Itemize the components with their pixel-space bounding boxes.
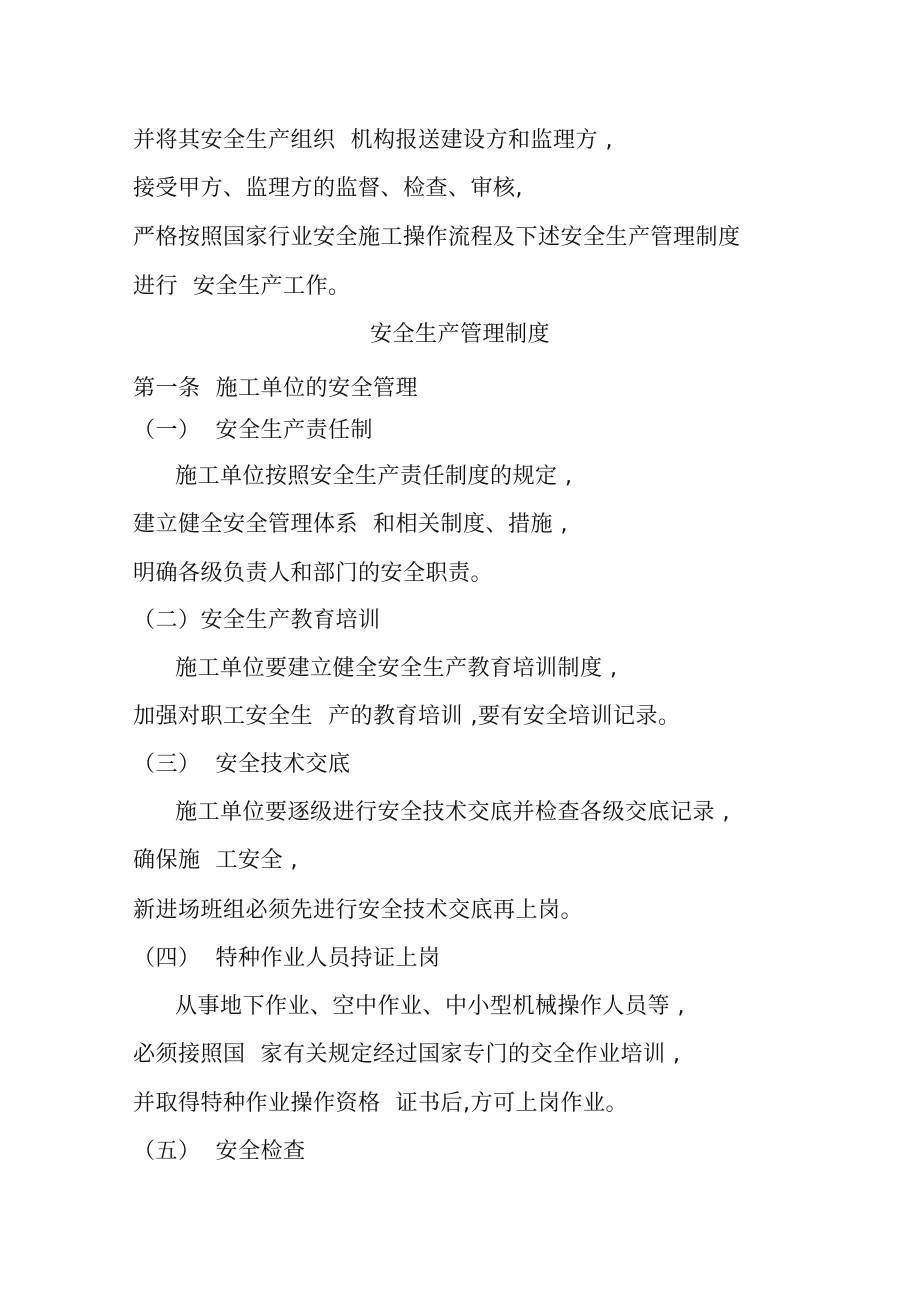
paragraph-line: 建立健全安全管理体系 和相关制度、措施 ,	[133, 512, 568, 537]
paragraph-line: 施工单位要建立健全安全生产教育培训制度 ,	[175, 656, 618, 681]
section-heading: （四） 特种作业人员持证上岗	[133, 946, 441, 971]
paragraph-line: 明确各级负责人和部门的安全职责。	[133, 561, 494, 586]
paragraph-line: 加强对职工安全生 产的教育培训 ,要有安全培训记录。	[133, 704, 681, 729]
paragraph-line: 确保施 工安全 ,	[133, 848, 298, 873]
paragraph-line: 施工单位按照安全生产责任制度的规定 ,	[175, 464, 573, 489]
section-heading: （三） 安全技术交底	[133, 752, 351, 777]
intro-line: 严格按照国家行业安全施工操作流程及下述安全生产管理制度	[133, 225, 741, 250]
section-heading: （五） 安全检查	[133, 1139, 306, 1164]
intro-line: 并将其安全生产组织 机构报送建设方和监理方 ,	[133, 128, 613, 153]
section-heading: （一） 安全生产责任制	[133, 418, 373, 443]
document-title: 安全生产管理制度	[369, 322, 550, 347]
paragraph-line: 从事地下作业、空中作业、中小型机械操作人员等 ,	[175, 994, 685, 1019]
intro-line: 进行 安全生产工作。	[133, 274, 351, 299]
paragraph-line: 新进场班组必须先进行安全技术交底再上岗。	[133, 898, 584, 923]
paragraph-line: 并取得特种作业操作资格 证书后,方可上岗作业。	[133, 1091, 628, 1116]
article-heading: 第一条 施工单位的安全管理	[133, 376, 418, 401]
paragraph-line: 施工单位要逐级进行安全技术交底并检查各级交底记录 ,	[175, 800, 730, 825]
paragraph-line: 必须接照国 家有关规定经过国家专门的交全作业培训 ,	[133, 1042, 681, 1067]
intro-line: 接受甲方、监理方的监督、检查、审核,	[133, 176, 523, 201]
section-heading: （二）安全生产教育培训	[133, 608, 381, 633]
